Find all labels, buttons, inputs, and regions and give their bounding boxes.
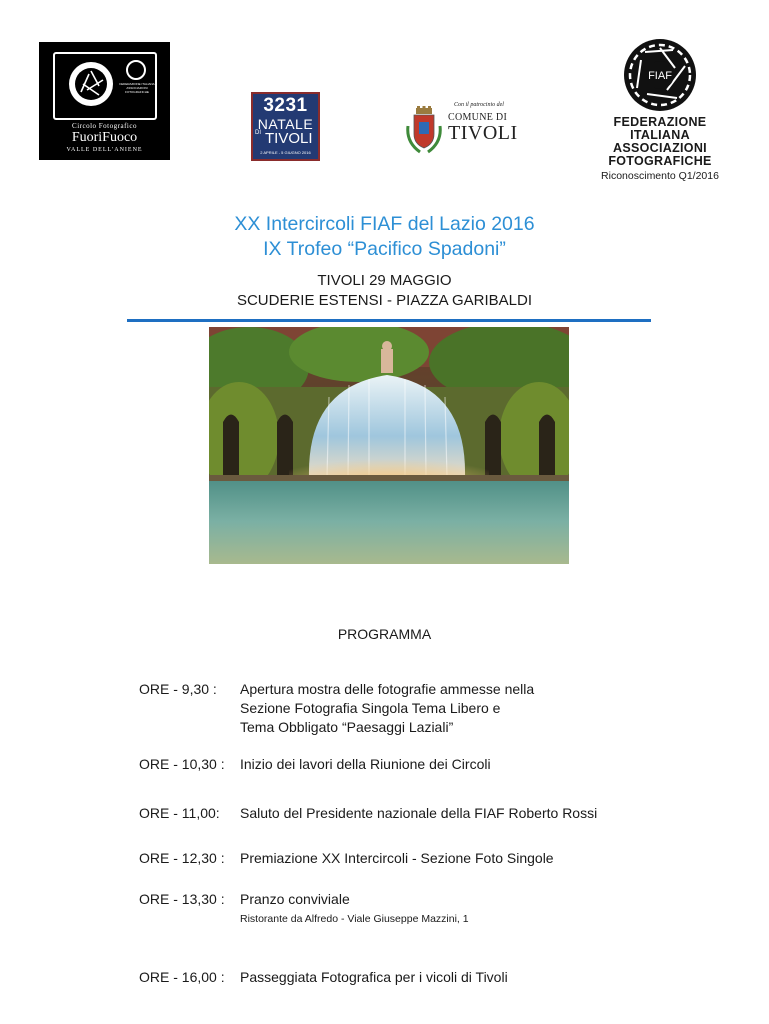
fuorifuoco-place: VALLE DELL'ANIENE (66, 147, 143, 153)
fiaf-acronym: FIAF (648, 70, 672, 82)
schedule-line: Apertura mostra delle fotografie ammesse nella (240, 681, 535, 697)
fiaf-line3: ASSOCIAZIONI (613, 141, 707, 155)
event-title: XX Intercircoli FIAF del Lazio 2016 (234, 213, 535, 235)
schedule-description (240, 680, 534, 737)
fuorifuoco-logo (39, 42, 170, 160)
schedule-time: ORE - 11,00: (139, 805, 220, 821)
fiaf-badge-text: FEDERAZIONE ITALIANA ASSOCIAZIONI FOTOGRAFICHE (119, 82, 155, 94)
blue-divider (127, 319, 651, 322)
coat-of-arms-icon (406, 106, 442, 158)
schedule-description (240, 968, 508, 987)
schedule-line: Tema Obbligato “Paesaggi Laziali” (240, 719, 454, 735)
schedule-time: ORE - 16,00 : (139, 969, 225, 985)
event-date: TIVOLI 29 MAGGIO (317, 272, 452, 289)
fiaf-recognition: Riconoscimento Q1/2016 (601, 170, 719, 182)
schedule-description (240, 849, 554, 868)
fuorifuoco-name: FuoriFuoco (71, 130, 138, 145)
fiaf-line1: FEDERAZIONE (613, 115, 707, 129)
schedule-line: Sezione Fotografia Singola Tema Libero e (240, 700, 501, 716)
schedule-description (240, 890, 350, 909)
fountain-photo (209, 327, 569, 564)
natale-di-tivoli-logo (251, 92, 320, 161)
natale-number: 3231 (263, 95, 308, 116)
comune-di-text: COMUNE DI (448, 112, 508, 123)
comune-di-tivoli-logo (402, 100, 522, 160)
programma-title: PROGRAMMA (337, 626, 432, 642)
event-subtitle-trofeo: IX Trofeo “Pacifico Spadoni” (263, 238, 506, 260)
natale-dates: 2 APRILE - 5 GIUGNO 2016 (260, 150, 311, 155)
fuorifuoco-line1: Circolo Fotografico (72, 122, 137, 130)
patrocinio-text: Con il patrocinio del (454, 102, 504, 108)
natale-word: NATALE (257, 116, 314, 132)
schedule-line: Pranzo conviviale (240, 891, 350, 907)
schedule-line: Saluto del Presidente nazionale della FIAF Roberto Rossi (240, 805, 598, 821)
schedule-time: ORE - 9,30 : (139, 681, 217, 697)
fiaf-line2: ITALIANA (630, 128, 690, 142)
schedule-description (240, 755, 491, 774)
schedule-time: ORE - 10,30 : (139, 756, 225, 772)
event-venue: SCUDERIE ESTENSI - PIAZZA GARIBALDI (236, 292, 533, 309)
natale-di: DI (255, 130, 261, 136)
camera-lens-icon (69, 62, 113, 106)
fiaf-logo (590, 36, 740, 186)
fiaf-line4: FOTOGRAFICHE (608, 154, 712, 168)
schedule-description (240, 804, 597, 823)
schedule-time: ORE - 13,30 : (139, 891, 225, 907)
natale-tivoli: TIVOLI (265, 130, 313, 147)
schedule-line: Inizio dei lavori della Riunione dei Circoli (240, 756, 491, 772)
fiaf-badge-icon (126, 60, 146, 80)
schedule-line: Passeggiata Fotografica per i vicoli di Tivoli (240, 969, 508, 985)
schedule-time: ORE - 12,30 : (139, 850, 225, 866)
comune-tivoli-text: TIVOLI (448, 122, 518, 144)
fiaf-aperture-icon (623, 38, 697, 112)
schedule-note: Ristorante da Alfredo - Viale Giuseppe Mazzini, 1 (240, 913, 469, 925)
schedule-line: Premiazione XX Intercircoli - Sezione Foto Singole (240, 850, 554, 866)
